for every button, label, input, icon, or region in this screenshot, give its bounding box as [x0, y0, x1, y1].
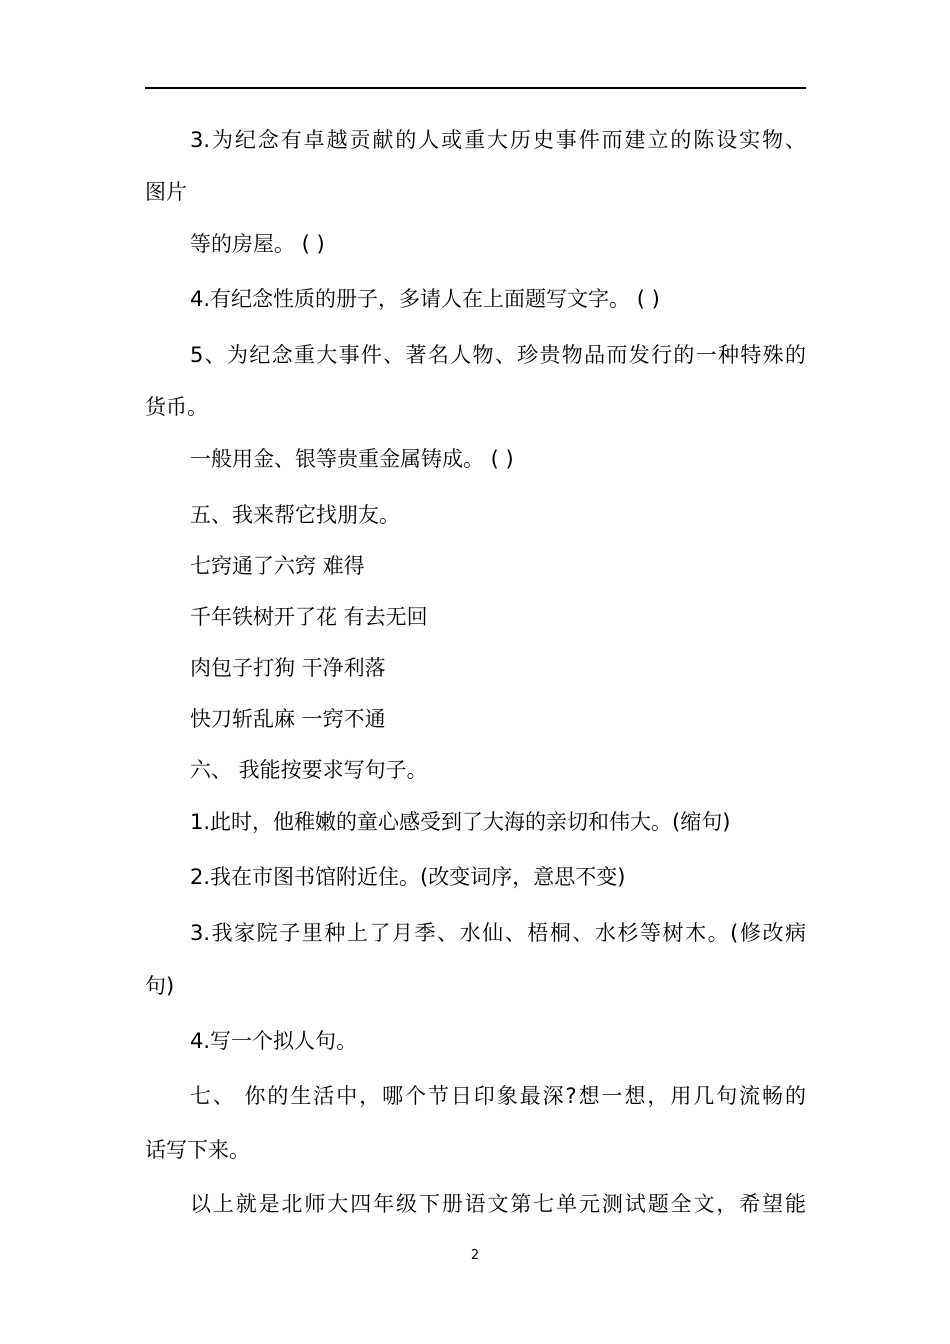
text-line: 快刀斩乱麻 一窍不通 — [190, 707, 386, 731]
text-line: 五、我来帮它找朋友。 — [190, 503, 400, 527]
header-rule — [145, 87, 806, 89]
text-line: 3.为纪念有卓越贡献的人或重大历史事件而建立的陈设实物、 — [190, 128, 806, 152]
text-line: 1.此时，他稚嫩的童心感受到了大海的亲切和伟大。(缩句) — [190, 810, 731, 834]
text-line: 六、 我能按要求写句子。 — [190, 758, 428, 782]
text-line: 3.我家院子里种上了月季、水仙、梧桐、水杉等树木。(修改病 — [190, 921, 806, 945]
text-line: 一般用金、银等贵重金属铸成。 ( ) — [190, 447, 514, 471]
text-line: 2.我在市图书馆附近住。(改变词序，意思不变) — [190, 865, 626, 889]
text-line: 4.有纪念性质的册子，多请人在上面题写文字。 ( ) — [190, 287, 660, 311]
text-line: 千年铁树开了花 有去无回 — [190, 605, 428, 629]
text-line: 4.写一个拟人句。 — [190, 1029, 358, 1053]
text-line: 肉包子打狗 干净利落 — [190, 656, 386, 680]
text-line: 七窍通了六窍 难得 — [190, 554, 365, 578]
text-line: 七、 你的生活中，哪个节日印象最深?想一想，用几句流畅的 — [190, 1084, 806, 1108]
page-number: 2 — [470, 1248, 480, 1263]
text-line: 等的房屋。 ( ) — [190, 232, 325, 256]
text-line: 以上就是北师大四年级下册语文第七单元测试题全文，希望能 — [190, 1192, 806, 1216]
text-line: 话写下来。 — [145, 1138, 250, 1162]
text-line: 句) — [145, 974, 175, 998]
text-line: 5、为纪念重大事件、著名人物、珍贵物品而发行的一种特殊的 — [190, 343, 806, 367]
text-line: 货币。 — [145, 395, 208, 419]
text-line: 图片 — [145, 180, 187, 204]
